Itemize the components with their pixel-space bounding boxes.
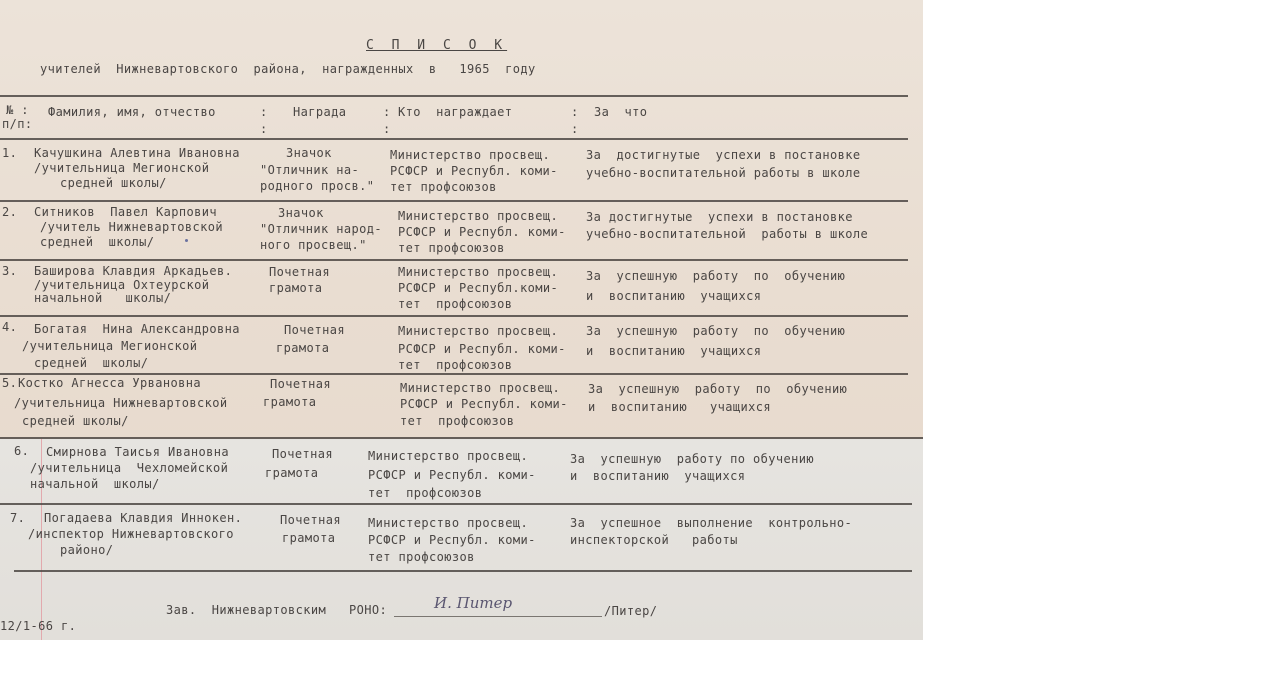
signature-name: /Питер/	[604, 604, 658, 618]
row-award-line: грамота	[276, 341, 330, 355]
row-number: 3.	[2, 264, 18, 278]
row-divider	[0, 315, 908, 317]
row-award-line: Почетная	[284, 323, 345, 337]
row-award-line: "Отличник на-	[260, 163, 360, 177]
row-for-line: учебно-воспитательной работы в школе	[586, 166, 861, 180]
row-by-line: Министерство просвещ.	[398, 265, 559, 279]
row-award-line: ного просвещ."	[260, 238, 367, 252]
header-num-line2: п/п:	[2, 117, 33, 131]
row-name-line: средней школы/	[60, 176, 167, 190]
row-number: 1.	[2, 146, 18, 160]
row-name-line: Качушкина Алевтина Ивановна	[34, 146, 240, 160]
row-award-line: Почетная	[272, 447, 333, 461]
row-for-line: и воспитанию учащихся	[570, 469, 746, 483]
row-number: 5.	[2, 376, 18, 390]
row-award-line: Почетная	[269, 265, 330, 279]
row-for-line: За успешную работу по обучению	[588, 382, 848, 396]
row-name-line: Ситников Павел Карпович	[34, 205, 217, 219]
row-number: 7.	[10, 511, 26, 525]
row-number: 6.	[14, 444, 30, 458]
header-bottom-rule	[0, 138, 908, 140]
row-by-line: тет профсоюзов	[398, 297, 513, 311]
row-by-line: РСФСР и Республ. коми-	[368, 468, 536, 482]
row-by-line: тет профсоюзов	[368, 486, 483, 500]
row-for-line: За успешную работу по обучению	[586, 324, 846, 338]
row-for-line: За достигнутые успехи в постановке	[586, 148, 861, 162]
signature-line	[394, 616, 602, 617]
row-by-line: тет профсоюзов	[368, 550, 475, 564]
row-name-line: /учительница Охтеурской	[34, 278, 210, 292]
row-award-line: Почетная	[280, 513, 341, 527]
row-name-line: /инспектор Нижневартовского	[28, 527, 234, 541]
row-divider	[14, 570, 912, 572]
document-subtitle: учителей Нижневартовского района, награжденных в 1965 году	[40, 62, 536, 76]
row-award-line: грамота	[263, 395, 317, 409]
header-award: Награда	[293, 105, 347, 119]
row-award-line: грамота	[269, 281, 323, 295]
header-num-line1: № :	[6, 103, 29, 117]
row-for-line: За достигнутые успехи в постановке	[586, 210, 853, 224]
header-separator: :	[383, 122, 391, 136]
document-date: 12/1-66 г.	[0, 619, 77, 633]
row-by-line: тет профсоюзов	[390, 180, 497, 194]
header-separator: :	[571, 105, 579, 119]
row-award-line: Значок	[286, 146, 332, 160]
header-separator: :	[260, 122, 268, 136]
row-name-line: /учительница Нижневартовской	[14, 396, 228, 410]
ink-mark	[185, 239, 188, 242]
row-name-line: средней школы/	[40, 235, 155, 249]
row-name-line: Богатая Нина Александровна	[34, 322, 240, 336]
header-separator: :	[260, 105, 268, 119]
row-by-line: Министерство просвещ.	[398, 324, 559, 338]
signature-label: Зав. Нижневартовским РОНО:	[166, 603, 388, 617]
row-name-line: начальной школы/	[30, 477, 160, 491]
row-for-line: За успешную работу по обучению	[570, 452, 814, 466]
row-name-line: /учитель Нижневартовской	[40, 220, 223, 234]
row-for-line: За успешное выполнение контрольно-	[570, 516, 853, 530]
row-award-line: грамота	[265, 466, 319, 480]
row-name-line: Смирнова Таисья Ивановна	[46, 445, 229, 459]
row-name-line: /учительница Чехломейской	[30, 461, 229, 475]
row-by-line: тет профсоюзов	[398, 358, 513, 372]
row-award-line: грамота	[282, 531, 336, 545]
row-divider	[0, 503, 912, 505]
row-for-line: и воспитанию учащихся	[588, 400, 771, 414]
row-by-line: РСФСР и Республ. коми-	[398, 342, 566, 356]
row-divider	[0, 200, 908, 202]
row-number: 4.	[2, 320, 18, 334]
row-name-line: Костко Агнесса Урвановна	[18, 376, 201, 390]
handwritten-signature: И. Питер	[434, 594, 513, 612]
header-for: За что	[594, 105, 648, 119]
row-by-line: Министерство просвещ.	[368, 516, 529, 530]
row-award-line: "Отличник народ-	[260, 222, 382, 236]
row-by-line: РСФСР и Республ. коми-	[390, 164, 558, 178]
row-award-line: родного просв."	[260, 179, 375, 193]
row-divider	[0, 259, 908, 261]
header-name: Фамилия, имя, отчество	[48, 105, 216, 119]
row-name-line: Баширова Клавдия Аркадьев.	[34, 264, 233, 278]
row-name-line: Погадаева Клавдия Иннокен.	[44, 511, 243, 525]
row-by-line: Министерство просвещ.	[368, 449, 529, 463]
row-by-line: тет профсоюзов	[398, 241, 505, 255]
row-number: 2.	[2, 205, 18, 219]
header-separator: :	[571, 122, 579, 136]
sheet-edge-rule	[0, 437, 923, 439]
row-by-line: РСФСР и Республ. коми-	[398, 225, 566, 239]
row-by-line: РСФСР и Республ. коми-	[368, 533, 536, 547]
row-for-line: За успешную работу по обучению	[586, 269, 846, 283]
row-by-line: Министерство просвещ.	[390, 148, 551, 162]
header-separator: :	[383, 105, 391, 119]
row-by-line: Министерство просвещ.	[398, 209, 559, 223]
row-name-line: /учительница Мегионской	[34, 161, 210, 175]
row-name-line: начальной школы/	[34, 291, 172, 305]
row-name-line: средней школы/	[34, 356, 149, 370]
document-title: С П И С О К	[366, 38, 508, 53]
row-by-line: РСФСР и Республ.коми-	[398, 281, 559, 295]
row-for-line: инспекторской работы	[570, 533, 738, 547]
row-name-line: /учительница Мегионской	[22, 339, 198, 353]
header-top-rule	[0, 95, 908, 97]
row-by-line: тет профсоюзов	[400, 414, 515, 428]
row-by-line: РСФСР и Республ. коми-	[400, 397, 568, 411]
row-for-line: учебно-воспитательной работы в школе	[586, 227, 869, 241]
row-name-line: средней школы/	[22, 414, 129, 428]
row-for-line: и воспитанию учащихся	[586, 344, 762, 358]
row-for-line: и воспитанию учащихся	[586, 289, 762, 303]
row-award-line: Почетная	[270, 377, 331, 391]
header-by: Кто награждает	[398, 105, 513, 119]
row-name-line: районо/	[60, 543, 114, 557]
row-award-line: Значок	[278, 206, 324, 220]
row-by-line: Министерство просвещ.	[400, 381, 561, 395]
